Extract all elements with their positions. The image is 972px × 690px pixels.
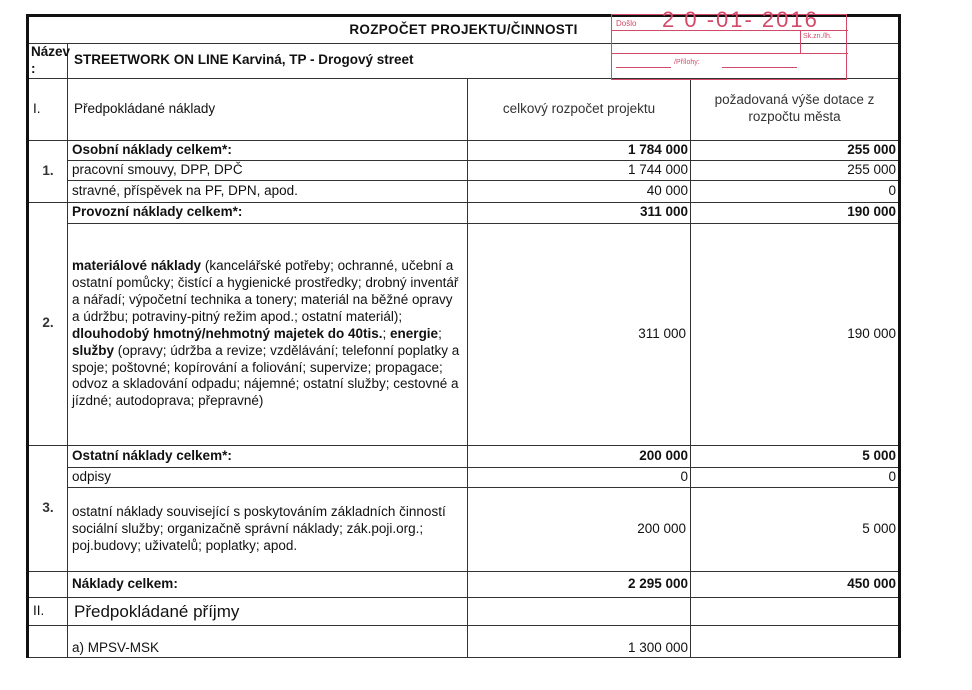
row-total: 200 000 [468,487,691,571]
row-total: 311 000 [468,223,691,445]
group1-total: 1 784 000 [468,140,691,160]
group2-subsidy: 190 000 [691,202,900,223]
section2-header-row [28,597,900,625]
row-subsidy: 0 [691,180,900,202]
group3-head-row [28,445,900,467]
empty-cell [691,597,900,625]
desc-bold-assets: dlouhodobý hmotný/nehmotný majetek do 40tis. [72,325,383,341]
group2-label: Provozní náklady celkem*: [68,202,468,223]
empty-cell [28,625,68,657]
table-row [28,180,900,202]
desc-text: (opravy; údržba a revize; vzdělávání; telefonní poplatky a spoje; poštovné; kopírování a foliování; supervize; propagace; odvoz a skladování odpadu; nájemné; ostatní služby; cestovné a jízdné; autodoprava; přepravné) [72,342,460,409]
total-spacer [28,571,68,597]
name-label: Název : [28,44,68,79]
row-subsidy: 0 [691,467,900,487]
empty-cell [468,597,691,625]
row-label: ostatní náklady související s poskytováním základních činností sociální služby; organizačně správní náklady; zák.poji.org.; poj.budovy; uživatelů; poplatky; apod. [68,487,468,571]
col-header-subsidy: požadovaná výše dotace z rozpočtu města [691,78,900,140]
project-name: STREETWORK ON LINE Karviná, TP - Drogový street [68,44,900,79]
row-subsidy: 255 000 [691,160,900,180]
desc-text: ; [382,325,391,341]
budget-sheet [26,7,898,690]
stamp-ref-label: Sk.zn./lh. [803,33,832,40]
table-row [28,160,900,180]
group3-number: 3. [28,445,68,571]
row-total: 1 744 000 [468,160,691,180]
group1-subsidy: 255 000 [691,140,900,160]
income-total: 1 300 000 [468,625,691,657]
group3-label: Ostatní náklady celkem*: [68,445,468,467]
group1-label: Osobní náklady celkem*: [68,140,468,160]
costs-total-row [28,571,900,597]
row-total: 0 [468,467,691,487]
budget-table [26,14,901,658]
group2-total: 311 000 [468,202,691,223]
section1-header-row [28,78,900,140]
table-row [28,467,900,487]
desc-bold-energy: energie [390,325,439,341]
group2-number: 2. [28,202,68,445]
costs-total-subsidy: 450 000 [691,571,900,597]
row-total: 40 000 [468,180,691,202]
income-label: a) MPSV-MSK [68,625,468,657]
desc-text: (kancelářské potřeby; ochranné, učební a ostatní pomůcky; čistící a hygienické prostředky; drobný inventář a nářadí; výpočetní technika a tonery; materiál na běžné opravy a údržbu; potraviny-pitný režim apod.; ostatní materiál); [72,258,459,324]
group3-subsidy: 5 000 [691,445,900,467]
group2-head-row [28,202,900,223]
section1-title: Předpokládané náklady [68,78,468,140]
desc-text: ; [438,325,442,341]
group1-head-row [28,140,900,160]
stamp-divider [612,53,848,54]
table-row [28,487,900,571]
col-header-total: celkový rozpočet projektu [468,78,691,140]
stamp-date: 2 0 -01- 2016 [662,7,819,32]
empty-cell [691,625,900,657]
row-label: odpisy [68,467,468,487]
table-row [28,625,900,657]
row-subsidy: 5 000 [691,487,900,571]
costs-total-label: Náklady celkem: [68,571,468,597]
costs-total-total: 2 295 000 [468,571,691,597]
stamp-received-label: Došlo [616,19,637,28]
row-subsidy: 190 000 [691,223,900,445]
section2-number: II. [28,597,68,625]
stamp-attachments-label: /Přílohy: [674,59,700,66]
operating-costs-description [68,223,468,445]
desc-bold-materials: materiálové náklady [72,258,202,274]
group1-number: 1. [28,140,68,202]
row-label: stravné, příspěvek na PF, DPN, apod. [68,180,468,202]
document-title: ROZPOČET PROJEKTU/ČINNOSTI [28,16,900,44]
stamp-blank-line [616,67,671,68]
desc-bold-services: služby [72,342,115,358]
table-row [28,223,900,445]
group3-total: 200 000 [468,445,691,467]
row-label: pracovní smouvy, DPP, DPČ [68,160,468,180]
section1-number: I. [28,78,68,140]
stamp-blank-line [722,67,797,68]
registry-stamp [611,7,847,80]
section2-title: Předpokládané příjmy [68,597,468,625]
